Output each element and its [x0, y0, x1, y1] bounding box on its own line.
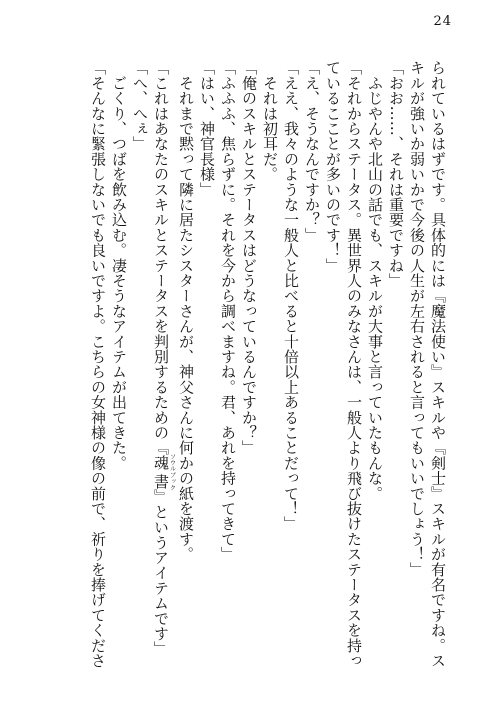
ruby-reading: ソウルブック: [168, 453, 176, 491]
text-line: 「へ、へぇ」: [131, 60, 149, 152]
text-line: 「そんなに緊張しないでも良いですよ。こちらの女神様の像の前で、祈りを捧げてくださ: [89, 60, 107, 668]
text-line: 「俺のスキルとステータスはどうなっているんですか？」: [240, 60, 258, 456]
ruby-base: 魂書: [152, 453, 170, 491]
text-line: 「おお……、それは重要ですね」: [387, 60, 405, 288]
text-line: ごくり、つばを飲み込む。凄そうなアイテムが出てきた。: [110, 60, 128, 471]
text-line: それは初耳だ。: [261, 60, 279, 182]
text-line: られているはずです。具体的には『魔法使い』スキルや『剣士』スキルが有名ですね。ス: [429, 60, 447, 668]
ruby-word: [152, 453, 176, 491]
text-line: 「これはあなたのスキルとステータスを判別するための『魂書ソウルブック』というアイテムです」: [152, 60, 176, 657]
text-line: 「はい、神官長様」: [198, 60, 216, 197]
text-line: ふじやんや北山の話でも、スキルが大事と言っていたもんな。: [366, 60, 384, 501]
text-line: キルが強いか弱いかで今後の人生が左右されると言ってもいいでしょう！」: [408, 60, 426, 577]
text-line: 「ふふふ、焦らずに。それを今から調べますね。君、あれを持ってきて」: [219, 60, 237, 562]
text-line: ているこことが多いのです！」: [324, 60, 342, 273]
text-line: 「それからステータス。異世界人のみなさんは、一般人より飛び抜けたステータスを持っ: [345, 60, 363, 668]
text-line: それまで黙って隣に居たシスターさんが、神父さんに何かの紙を渡す。: [177, 60, 195, 562]
text-line: 「え、そうなんですか？」: [303, 60, 321, 243]
body-text: [87, 60, 448, 668]
text-line: 「ええ、我々のような一般人と比べると十倍以上あることだって！」: [282, 60, 300, 532]
page-number: 24: [433, 14, 452, 29]
